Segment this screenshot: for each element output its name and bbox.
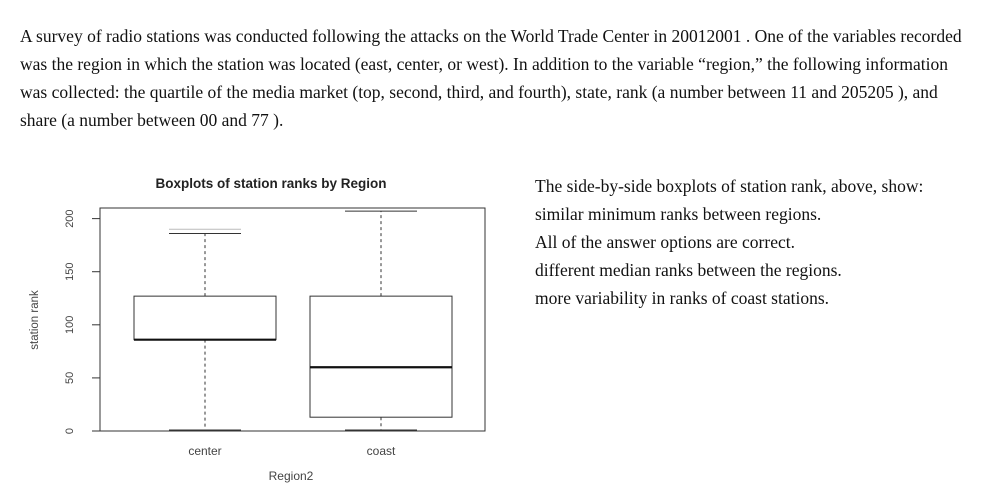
boxplot-chart [20,168,510,490]
y-axis-label: station rank [29,290,42,350]
y-tick-label: 0 [63,427,76,435]
x-axis-label: Region2 [268,469,314,483]
y-tick-label: 50 [63,371,76,385]
answer-option-4[interactable]: more variability in ranks of coast stations. [535,288,830,308]
y-tick-label: 150 [63,262,76,281]
x-tick-label-center: center [188,444,222,458]
answer-option-2[interactable]: All of the answer options are correct. [535,232,795,252]
x-tick-label-coast: coast [366,444,396,458]
question-prompt: The side-by-side boxplots of station rank, above, show: [535,176,924,196]
chart-title: Boxplots of station ranks by Region [155,176,387,191]
y-tick-label: 200 [63,209,76,228]
box-coast [310,296,452,417]
answer-option-1[interactable]: similar minimum ranks between regions. [535,204,822,224]
answer-block [535,172,985,312]
boxplot-svg [20,168,510,490]
answer-option-3[interactable]: different median ranks between the regions. [535,260,842,280]
y-tick-label: 100 [63,315,76,334]
question-intro: A survey of radio stations was conducted following the attacks on the World Trade Center in 20012001 . One of the variables recorded was the region in which the station was located (east, center, or west). In addition to the variable “region,” the following information was collected: the quartile of the media market (top, second, third, and fourth), state, rank (a number between 11 and 205205 ), and share (a number between 00 and 77 ). [20,26,962,130]
plot-frame [100,208,485,431]
box-center [134,296,276,340]
